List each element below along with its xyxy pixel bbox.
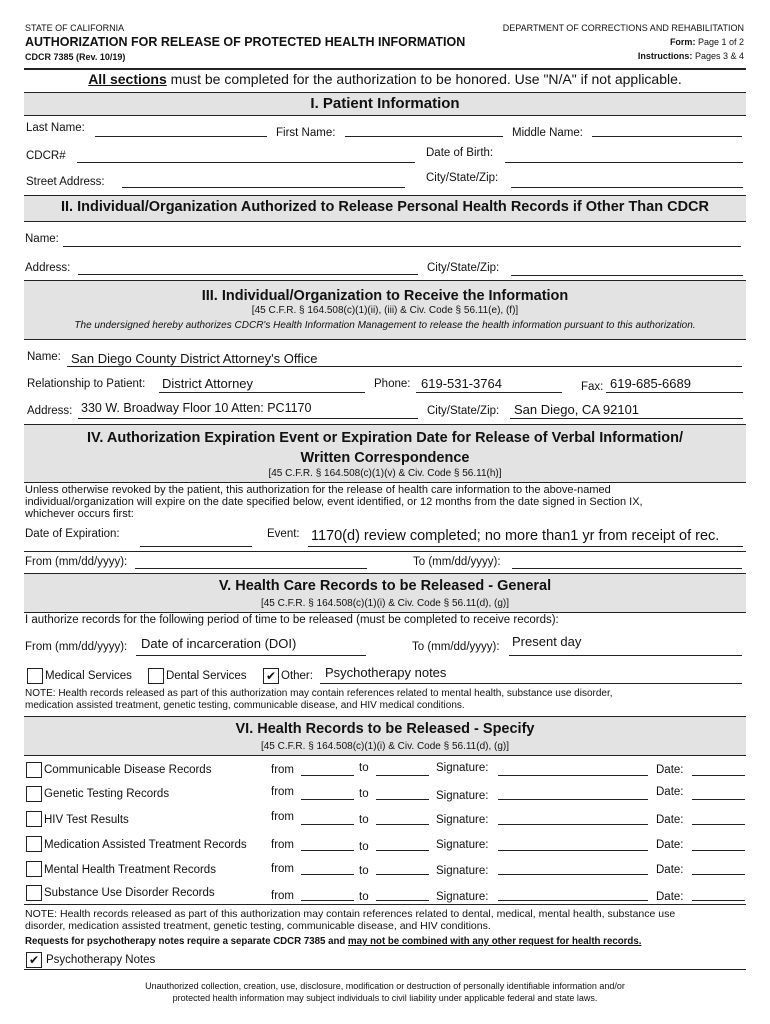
recipient-address-label: Address:: [27, 405, 73, 417]
date-field[interactable]: [692, 850, 745, 851]
section-6-title: VI. Health Records to be Released - Specify: [235, 721, 535, 737]
middle-name-label: Middle Name:: [512, 127, 583, 139]
s2-name-label: Name:: [25, 233, 59, 245]
communicable-disease-checkbox[interactable]: [26, 762, 42, 778]
form-title: AUTHORIZATION FOR RELEASE OF PROTECTED HEALTH INFORMATION: [25, 35, 466, 49]
section-1-title: I. Patient Information: [310, 95, 460, 112]
date-label: Date:: [656, 764, 684, 776]
from-label: from: [271, 786, 294, 798]
from-field[interactable]: [301, 799, 354, 800]
signature-field[interactable]: [498, 900, 648, 901]
section-4-title-2: Written Correspondence: [300, 450, 470, 466]
other-value: Psychotherapy notes: [325, 665, 447, 680]
genetic-testing-checkbox[interactable]: [26, 786, 42, 802]
row-label: Communicable Disease Records: [44, 764, 212, 776]
from-field[interactable]: [301, 824, 354, 825]
signature-field[interactable]: [498, 850, 648, 851]
date-field[interactable]: [692, 799, 745, 800]
date-label: Date:: [656, 786, 684, 798]
substance-use-checkbox[interactable]: [26, 885, 42, 901]
phone-value: 619-531-3764: [421, 376, 502, 391]
from-field[interactable]: [301, 874, 354, 875]
signature-field[interactable]: [498, 874, 648, 875]
street-label: Street Address:: [26, 176, 105, 188]
to-field[interactable]: [376, 900, 429, 901]
cdcr-label: CDCR#: [26, 150, 66, 162]
records-to-label: To (mm/dd/yyyy):: [412, 641, 500, 653]
section-5-title: V. Health Care Records to be Released - General: [218, 578, 552, 594]
section-3-note: The undersigned hereby authorizes CDCR's Health Information Management to release the health information pursuant to this authorization.: [74, 320, 696, 331]
other-field[interactable]: [320, 683, 742, 684]
section-5-text: I authorize records for the following period of time to be released (must be completed to receive records):: [25, 614, 559, 626]
instructions-pages: Instructions: Pages 3 & 4: [637, 51, 744, 61]
department-label: DEPARTMENT OF CORRECTIONS AND REHABILITATION: [502, 23, 744, 33]
dental-services-label: Dental Services: [166, 670, 247, 682]
to-field[interactable]: [376, 874, 429, 875]
section-3-cite: [45 C.F.R. § 164.508(c)(1)(ii), (iii) & Civ. Code § 56.11(e), (f)]: [251, 305, 519, 316]
date-label: Date:: [656, 814, 684, 826]
section-4-divider: [24, 551, 746, 552]
signature-field[interactable]: [498, 775, 648, 776]
from-label: from: [271, 890, 294, 902]
bottom-rule: [24, 969, 746, 970]
period-from-field[interactable]: [135, 568, 367, 569]
hiv-test-checkbox[interactable]: [26, 811, 42, 827]
medical-services-label: Medical Services: [45, 670, 132, 682]
relationship-field[interactable]: [159, 392, 365, 393]
s2-address-label: Address:: [25, 262, 71, 274]
to-label: to: [359, 841, 369, 853]
phone-label: Phone:: [374, 378, 411, 390]
dob-label: Date of Birth:: [426, 147, 494, 159]
from-field[interactable]: [301, 900, 354, 901]
mental-health-checkbox[interactable]: [26, 861, 42, 877]
date-field[interactable]: [692, 900, 745, 901]
recipient-city-field[interactable]: [510, 418, 743, 419]
from-label: from: [271, 811, 294, 823]
expiration-field[interactable]: [140, 546, 252, 547]
records-from-field[interactable]: [136, 655, 366, 656]
section-2-title: II. Individual/Organization Authorized to Release Personal Health Records if Other Than CDCR: [60, 199, 710, 215]
last-name-label: Last Name:: [26, 122, 85, 134]
fax-value: 619-685-6689: [610, 376, 691, 391]
section-4-cite: [45 C.F.R. § 164.508(c)(1)(v) & Civ. Code § 56.11(h)]: [268, 468, 502, 479]
to-label: to: [359, 891, 369, 903]
to-label: to: [359, 788, 369, 800]
row-label: Medication Assisted Treatment Records: [44, 839, 247, 851]
from-field[interactable]: [301, 850, 354, 851]
row-label: HIV Test Results: [44, 814, 129, 826]
s2-city-label: City/State/Zip:: [427, 262, 500, 274]
records-to-field[interactable]: [509, 655, 742, 656]
to-field[interactable]: [376, 850, 429, 851]
date-field[interactable]: [692, 874, 745, 875]
records-from-label: From (mm/dd/yyyy):: [25, 641, 128, 653]
section-5-note: NOTE: Health records released as part of this authorization may contain references related to mental health, substance use disorder, medication assisted treatment, genetic testing, communicable disease, and HIV medical conditions.: [25, 688, 613, 711]
intro-line: All sections must be completed for the authorization to be honored. Use "N/A" if not applicable.: [88, 71, 682, 87]
period-from-label: From (mm/dd/yyyy):: [25, 556, 128, 568]
footer-line-1: Unauthorized collection, creation, use, disclosure, modification or destruction of personally identifiable information and/or: [145, 981, 625, 991]
form-id: CDCR 7385 (Rev. 10/19): [25, 52, 126, 62]
row-label: Mental Health Treatment Records: [44, 864, 216, 876]
middle-name-field[interactable]: [592, 136, 742, 137]
from-field[interactable]: [301, 775, 354, 776]
section-4-title-1: IV. Authorization Expiration Event or Expiration Date for Release of Verbal Information/: [87, 430, 683, 446]
event-value: 1170(d) review completed; no more than1 yr from receipt of rec.: [311, 528, 720, 544]
signature-field[interactable]: [498, 799, 648, 800]
medication-assisted-checkbox[interactable]: [26, 836, 42, 852]
s2-address-field[interactable]: [78, 274, 418, 275]
row-label: Substance Use Disorder Records: [44, 887, 215, 899]
recipient-address-field[interactable]: [78, 418, 418, 419]
signature-label: Signature:: [436, 790, 489, 802]
signature-label: Signature:: [436, 865, 489, 877]
dental-services-checkbox[interactable]: [148, 668, 164, 684]
recipient-name-label: Name:: [27, 351, 61, 363]
relationship-label: Relationship to Patient:: [27, 378, 146, 390]
event-field[interactable]: [308, 546, 743, 547]
section-6-cite: [45 C.F.R. § 164.508(c)(1)(i) & Civ. Code § 56.11(d), (g)]: [260, 741, 510, 752]
from-label: from: [271, 839, 294, 851]
dob-field[interactable]: [505, 162, 743, 163]
recipient-name-value: San Diego County District Attorney's Office: [71, 351, 318, 366]
to-label: to: [359, 814, 369, 826]
recipient-city-label: City/State/Zip:: [427, 405, 500, 417]
other-checkbox[interactable]: ✔: [263, 668, 279, 684]
period-to-field[interactable]: [512, 568, 742, 569]
fax-field[interactable]: [606, 392, 743, 393]
section-6-divider: [24, 904, 746, 905]
psychotherapy-notes-label: Psychotherapy Notes: [46, 954, 156, 966]
expiration-label: Date of Expiration:: [25, 528, 120, 540]
last-name-field[interactable]: [95, 136, 267, 137]
signature-field[interactable]: [498, 824, 648, 825]
event-label: Event:: [267, 528, 300, 540]
relationship-value: District Attorney: [162, 376, 254, 391]
date-label: Date:: [656, 839, 684, 851]
street-field[interactable]: [122, 187, 405, 188]
cdcr-field[interactable]: [77, 162, 415, 163]
signature-label: Signature:: [436, 839, 489, 851]
date-field[interactable]: [692, 824, 745, 825]
recipient-city-value: San Diego, CA 92101: [514, 402, 640, 417]
from-label: from: [271, 764, 294, 776]
state-label: STATE OF CALIFORNIA: [25, 23, 125, 33]
to-field[interactable]: [376, 824, 429, 825]
to-label: to: [359, 762, 369, 774]
recipient-name-field[interactable]: [67, 366, 742, 367]
period-to-label: To (mm/dd/yyyy):: [413, 556, 501, 568]
signature-label: Signature:: [436, 891, 489, 903]
city-label: City/State/Zip:: [426, 172, 499, 184]
records-from-value: Date of incarceration (DOI): [141, 636, 297, 651]
row-label: Genetic Testing Records: [44, 788, 170, 800]
form-pages: Form: Page 1 of 2: [669, 37, 744, 47]
first-name-field[interactable]: [345, 136, 503, 137]
date-field[interactable]: [692, 775, 745, 776]
date-label: Date:: [656, 891, 684, 903]
footer-line-2: protected health information may subject individuals to civil liability under applicable federal and state laws.: [172, 993, 598, 1003]
other-label: Other:: [281, 670, 313, 682]
city-field[interactable]: [511, 187, 743, 188]
phone-field[interactable]: [416, 392, 562, 393]
section-5-cite: [45 C.F.R. § 164.508(c)(1)(i) & Civ. Code § 56.11(d), (g)]: [260, 598, 510, 609]
fax-label: Fax:: [581, 381, 604, 393]
records-to-value: Present day: [512, 634, 582, 649]
psychotherapy-notes-checkbox[interactable]: ✔: [26, 952, 42, 968]
first-name-label: First Name:: [276, 127, 336, 139]
medical-services-checkbox[interactable]: [27, 668, 43, 684]
to-label: to: [359, 865, 369, 877]
section-3-title: III. Individual/Organization to Receive the Information: [201, 288, 569, 304]
to-field[interactable]: [376, 775, 429, 776]
recipient-address-value: 330 W. Broadway Floor 10 Atten: PC1170: [81, 401, 312, 415]
header-rule: [24, 68, 746, 70]
s2-city-field[interactable]: [511, 275, 743, 276]
signature-label: Signature:: [436, 814, 489, 826]
date-label: Date:: [656, 864, 684, 876]
section-6-note: NOTE: Health records released as part of this authorization may contain references related to dental, medical, mental health, substance use disorder, medication assisted treatment, genetic testing, communicable disease, and HIV conditions.: [25, 908, 676, 932]
psychotherapy-request-note: Requests for psychotherapy notes require a separate CDCR 7385 and may not be combined with any other request for health records.: [25, 936, 642, 947]
from-label: from: [271, 863, 294, 875]
to-field[interactable]: [376, 799, 429, 800]
signature-label: Signature:: [436, 762, 489, 774]
s2-name-field[interactable]: [63, 246, 741, 247]
section-4-text: Unless otherwise revoked by the patient, this authorization for the release of health care information to the above-named individual/organization will expire on the date specified below, event identified, or 12 months from the date signed in Section IX, whichever occurs first:: [25, 484, 643, 520]
